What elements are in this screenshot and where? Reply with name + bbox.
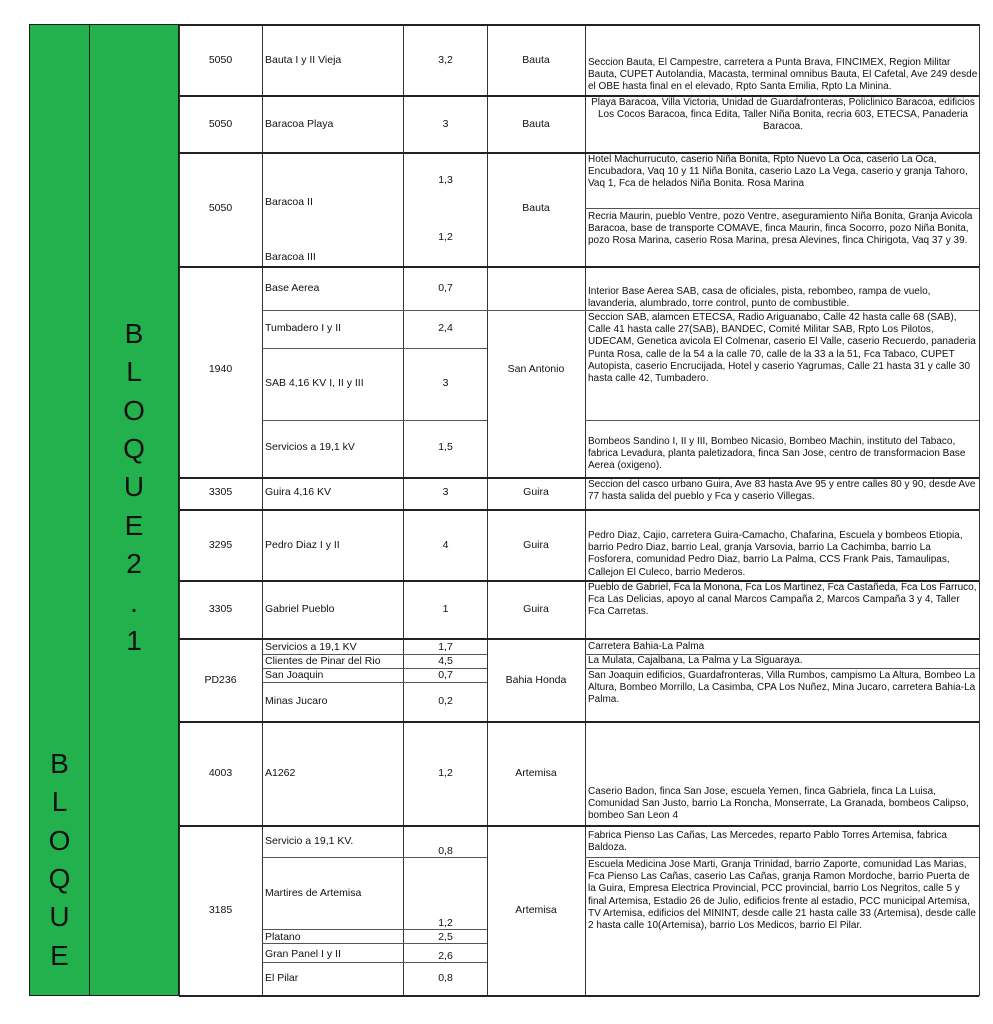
load-value: 4: [442, 539, 449, 551]
municipality: Bauta: [522, 202, 550, 214]
load-value: 2,5: [438, 931, 453, 943]
subrow-divider: [262, 682, 487, 683]
circuit-name: Minas Jucaro: [265, 695, 328, 707]
row-divider: [179, 825, 979, 827]
letter: 1: [126, 624, 142, 656]
subrow-divider: [585, 668, 979, 669]
circuit-name: Gran Panel I y II: [265, 948, 341, 960]
affected-areas: Escuela Medicina Jose Marti, Granja Trinidad, barrio Zaporte, comunidad Las Marias, Fca Pienso Las Cañas, caserio Las Cañas, granja Ramon Mordoche, barrio Puerta de la Guira, Empresa Electrica Provincial, PCC provincial, barrio Los Negritos, calle 5 y final Artemisa, Estadio 26 de Julio, edificios frente al estadio, PCC municipal Artemisa, TV Artemisa, edificios del MININT, desde calle 21 hasta calle 33 (Artemisa), desde calle 2 hasta calle 10(Artemisa), barrio Los Medicos, barrio El Pilar.: [588, 859, 976, 932]
load-value: 1,2: [438, 767, 453, 779]
municipality: Guira: [523, 539, 549, 551]
circuit-name: Baracoa Playa: [265, 118, 334, 130]
subrow-divider: [262, 857, 487, 858]
letter: L: [51, 786, 68, 818]
letter: O: [48, 824, 71, 856]
row-divider: [179, 509, 979, 511]
load-value: 3: [442, 118, 449, 130]
load-value: 2,4: [438, 322, 453, 334]
affected-areas: Recria Maurin, pueblo Ventre, pozo Ventre, aseguramiento Niña Bonita, Granja Avicola Baracoa, base de transporte COMAVE, finca Maurin, finca Socorro, pozo Niña Bonita, pozo Rosa Marina, caserio Rosa Marina, presa Alevines, finca Chirigota, Vaq 37 y 39.: [588, 211, 973, 247]
affected-areas: La Mulata, Cajalbana, La Palma y La Siguaraya.: [588, 655, 803, 666]
letter: 2: [126, 548, 142, 580]
load-value: 1,3: [438, 174, 453, 186]
circuit-name: Baracoa III: [265, 251, 316, 263]
load-value: 0,7: [438, 669, 453, 681]
circuit-code: 4003: [208, 767, 233, 779]
row-divider: [179, 721, 979, 723]
load-value: 0,8: [438, 845, 453, 857]
letter: .: [130, 586, 138, 618]
load-value: 1,7: [438, 641, 453, 653]
row-divider: [179, 266, 979, 268]
bloque-inner-column: [89, 24, 179, 996]
affected-areas: Caserio Badon, finca San Jose, escuela Yemen, finca Gabriela, finca La Luisa, Comunidad San Justo, barrio La Roncha, Monserrate, La Granada, bombeos Calipso, bombeo San Leon 4: [588, 786, 969, 822]
load-value: 1,5: [438, 441, 453, 453]
subrow-divider: [262, 348, 487, 349]
municipality: Bahia Honda: [505, 674, 567, 686]
circuit-name: Tumbadero I y II: [265, 322, 342, 334]
circuit-code: 3185: [208, 904, 233, 916]
affected-areas: Pedro Diaz, Cajio, carretera Guira-Camacho, Chafarina, Escuela y bombeos Etiopia, barrio Pedro Diaz, barrio Leal, granja Varsovia, barrio La Cachimba, barrio La Fosforera, comunidad Pedro Diaz, barrio La Palma, CCS Frank Pais, Tamaulipas, Callejon El Culeco, barrio Mederos.: [588, 530, 963, 578]
circuit-name: Servicios a 19,1 KV: [265, 641, 357, 653]
subrow-divider: [585, 857, 979, 858]
municipality: Guira: [523, 486, 549, 498]
subrow-divider: [585, 208, 979, 209]
subrow-divider: [262, 943, 487, 944]
circuit-name: SAB 4,16 KV I, II y III: [265, 377, 364, 389]
circuit-name: Bauta I y II Vieja: [265, 54, 342, 66]
affected-areas: Seccion del casco urbano Guira, Ave 83 hasta Ave 95 y entre calles 80 y 90, desde Ave 77 hasta salida del pueblo y Fca y caserio Villegas.: [588, 479, 976, 503]
affected-areas: Pueblo de Gabriel, Fca la Monona, Fca Los Martinez, Fca Castañeda, Fca Los Farruco, Fca Las Delicias, apoyo al canal Marcos Campaña 2, Marcos Campaña 3 y 4, Taller Fca Carretas.: [588, 582, 977, 618]
subrow-divider: [262, 420, 487, 421]
letter: B: [50, 747, 69, 779]
grid-line: [979, 24, 980, 996]
municipality: Artemisa: [515, 904, 557, 916]
letter: O: [123, 394, 145, 426]
affected-areas: Playa Baracoa, Villa Victoria, Unidad de Guardafronteras, Policlinico Baracoa, edificios Los Cocos Baracoa, finca Edita, Taller Niña Bonita, recria 603, ETECSA, Panaderia Baracoa.: [591, 97, 975, 133]
affected-areas: Seccion Bauta, El Campestre, carretera a Punta Brava, FINCIMEX, Region Militar Bauta, CUPET Autolandia, Macasta, terminal omnibus Bauta, El Cafetal, Ave 249 desde el OBE hasta final en el elevado, Rpto Santa Emilia, Rpto La Minina.: [588, 57, 978, 93]
municipality: Bauta: [522, 54, 550, 66]
load-value: 3: [442, 377, 449, 389]
letter: E: [50, 939, 69, 971]
affected-areas: San Joaquin edificios, Guardafronteras, Villa Rumbos, campismo La Altura, Bombeo La Altura, Bombeo Morrillo, La Casimba, CPA Los Nuñez, Mina Jucaro, carretera Bahia-La Palma.: [588, 670, 976, 706]
load-value: 0,8: [438, 972, 453, 984]
bloque-outer-column: [29, 24, 90, 996]
affected-areas: Hotel Machurrucuto, caserio Niña Bonita, Rpto Nuevo La Oca, caserio La Oca, Encubadora, Vaq 10 y 11 Niña Bonita, caserio Lazo La Vega, caserio y granja Tahoro, Vaq 1, Fca de helados Niña Bonita. Rosa Marina: [588, 154, 968, 190]
load-value: 1,2: [438, 917, 453, 929]
letter: Q: [48, 862, 71, 894]
circuit-name: Guira 4,16 KV: [265, 486, 331, 498]
circuit-name: Martires de Artemisa: [265, 887, 362, 899]
circuit-name: Servicios a 19,1 kV: [265, 441, 355, 453]
bloque-outer-label: [49, 745, 71, 975]
affected-areas: Fabrica Pienso Las Cañas, Las Mercedes, reparto Pablo Torres Artemisa, fabrica Baldoza.: [588, 830, 947, 854]
circuit-name: A1262: [265, 767, 296, 779]
municipality: Bauta: [522, 118, 550, 130]
letter: L: [126, 356, 142, 388]
circuit-name: Platano: [265, 931, 301, 943]
circuit-name: El Pilar: [265, 972, 299, 984]
circuit-code: 3295: [208, 539, 233, 551]
circuit-code: 3305: [208, 603, 233, 615]
load-value: 1: [442, 603, 449, 615]
load-value: 0,2: [438, 695, 453, 707]
circuit-code: 5050: [208, 202, 233, 214]
circuit-name: Gabriel Pueblo: [265, 603, 335, 615]
letter: Q: [123, 433, 145, 465]
circuit-name: Base Aerea: [265, 282, 320, 294]
subrow-divider: [262, 962, 487, 963]
circuit-code: PD236: [204, 674, 237, 686]
bloque-inner-label: [90, 315, 178, 660]
circuit-name: Baracoa II: [265, 196, 313, 208]
subrow-divider: [262, 929, 487, 930]
affected-areas: Bombeos Sandino I, II y III, Bombeo Nicasio, Bombeo Machin, instituto del Tabaco, fabrica Levadura, planta paletizadora, finca San Jose, centro de transformacion Base Aerea (oxigeno).: [588, 436, 966, 472]
circuit-code: 5050: [208, 118, 233, 130]
affected-areas: Interior Base Aerea SAB, casa de oficiales, pista, rebombeo, rampa de vuelo, lavanderia, alumbrado, torre control, punto de combustible.: [588, 286, 931, 310]
municipality: San Antonio: [507, 363, 565, 375]
load-value: 2,6: [438, 950, 453, 962]
municipality: Artemisa: [515, 767, 557, 779]
letter: U: [49, 901, 70, 933]
subrow-divider: [585, 420, 979, 421]
load-value: 1,2: [438, 231, 453, 243]
row-divider: [179, 995, 979, 997]
row-divider: [179, 24, 979, 26]
circuit-name: Clientes de Pinar del Rio: [265, 655, 381, 667]
row-divider: [179, 638, 979, 640]
circuit-name: Servicio a 19,1 KV.: [265, 835, 354, 847]
letter: U: [123, 471, 145, 503]
load-value: 4,5: [438, 655, 453, 667]
affected-areas: Carretera Bahia-La Palma: [588, 641, 705, 652]
circuit-name: San Joaquin: [265, 669, 324, 681]
load-value: 3,2: [438, 54, 453, 66]
circuit-code: 5050: [208, 54, 233, 66]
load-value: 0,7: [438, 282, 453, 294]
letter: B: [124, 318, 144, 349]
circuit-code: 3305: [208, 486, 233, 498]
load-value: 3: [442, 486, 449, 498]
municipality: Guira: [523, 603, 549, 615]
circuit-name: Pedro Diaz I y II: [265, 539, 340, 551]
circuit-code: 1940: [208, 363, 233, 375]
letter: E: [124, 509, 144, 541]
affected-areas: Seccion SAB, alamcen ETECSA, Radio Ariguanabo, Calle 42 hasta calle 68 (SAB), Calle 41 hasta calle 27(SAB), BANDEC, Comité Militar SAB, Rpto Los Pilotos, UDECAM, Genetica avicola El Colmenar, caserio El Valle, caserio Recuerdo, panaderia Punta Rosa, calle de la 54 a la calle 70, calle de la 33 a la 51, Fca Tabaco, CUPET Autopista, caserio Encrucijada, Hotel y caserio Yagrumas, Calle 21 hasta 31 y calle 30 hasta calle 42, Tumbadero.: [588, 312, 976, 385]
